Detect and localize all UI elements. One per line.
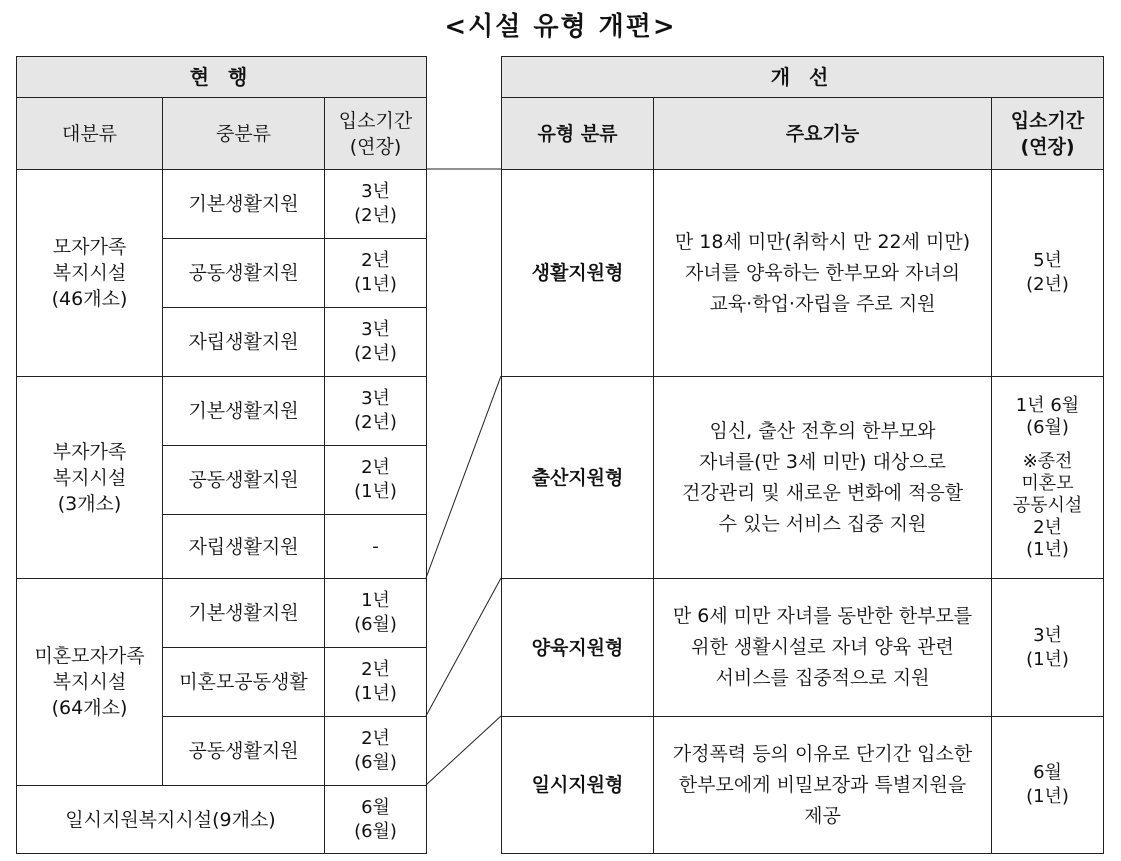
function-cell: 임신, 출산 전후의 한부모와 자녀를(만 3세 미만) 대상으로 건강관리 및 새로운 변화에 적응할 수 있는 서비스 집중 지원 — [654, 377, 992, 579]
minor-category: 자립생활지원 — [163, 308, 325, 377]
function-cell: 만 6세 미만 자녀를 동반한 한부모를 위한 생활시설로 자녀 양육 관련 서비스를 집중적으로 지원 — [654, 579, 992, 717]
period-cell: 6월 (1년) — [992, 717, 1104, 854]
period-value: 1년 6월 (6월) — [1015, 394, 1080, 438]
header-period: 입소기간 (연장) — [992, 98, 1104, 170]
period-cell: 3년 (2년) — [325, 308, 427, 377]
connector-line — [426, 376, 501, 578]
major-category: 모자가족 복지시설 (46개소) — [17, 170, 163, 377]
period-cell: 2년 (1년) — [325, 446, 427, 515]
minor-category: 기본생활지원 — [163, 579, 325, 648]
header-minor: 중분류 — [163, 98, 325, 170]
period-cell: 1년 (6월) — [325, 579, 427, 648]
minor-category: 공동생활지원 — [163, 446, 325, 515]
temporary-facility-label: 일시지원복지시설(9개소) — [17, 786, 325, 854]
major-category: 부자가족 복지시설 (3개소) — [17, 377, 163, 579]
period-cell: 2년 (1년) — [325, 648, 427, 717]
header-major: 대분류 — [17, 98, 163, 170]
major-category: 미혼모자가족 복지시설 (64개소) — [17, 579, 163, 786]
function-cell: 가정폭력 등의 이유로 단기간 입소한 한부모에게 비밀보장과 특별지원을 제공 — [654, 717, 992, 854]
type-cell: 출산지원형 — [502, 377, 654, 579]
period-note: ※종전 미혼모 공동시설 2년 (1년) — [1012, 450, 1083, 560]
period-cell: 2년 (6월) — [325, 717, 427, 786]
period-cell: 6월 (6월) — [325, 786, 427, 854]
minor-category: 미혼모공동생활 — [163, 648, 325, 717]
connector-line — [426, 578, 501, 716]
period-cell: 5년 (2년) — [992, 170, 1104, 377]
period-cell: 3년 (2년) — [325, 377, 427, 446]
function-cell: 만 18세 미만(취학시 만 22세 미만) 자녀를 양육하는 한부모와 자녀의 교육·학업·자립을 주로 지원 — [654, 170, 992, 377]
improved-group-header: 개 선 — [502, 57, 1104, 98]
header-type: 유형 분류 — [502, 98, 654, 170]
connector-line — [426, 716, 501, 785]
minor-category: 기본생활지원 — [163, 170, 325, 239]
period-cell: - — [325, 515, 427, 579]
period-cell: 2년 (1년) — [325, 239, 427, 308]
minor-category: 자립생활지원 — [163, 515, 325, 579]
type-cell: 생활지원형 — [502, 170, 654, 377]
header-period: 입소기간 (연장) — [325, 98, 427, 170]
minor-category: 공동생활지원 — [163, 239, 325, 308]
minor-category: 기본생활지원 — [163, 377, 325, 446]
period-cell: 3년 (2년) — [325, 170, 427, 239]
header-function: 주요기능 — [654, 98, 992, 170]
type-cell: 일시지원형 — [502, 717, 654, 854]
page-title: <시설 유형 개편> — [444, 12, 677, 42]
period-cell: 3년 (1년) — [992, 579, 1104, 717]
minor-category: 공동생활지원 — [163, 717, 325, 786]
current-group-header: 현 행 — [17, 57, 427, 98]
type-cell: 양육지원형 — [502, 579, 654, 717]
